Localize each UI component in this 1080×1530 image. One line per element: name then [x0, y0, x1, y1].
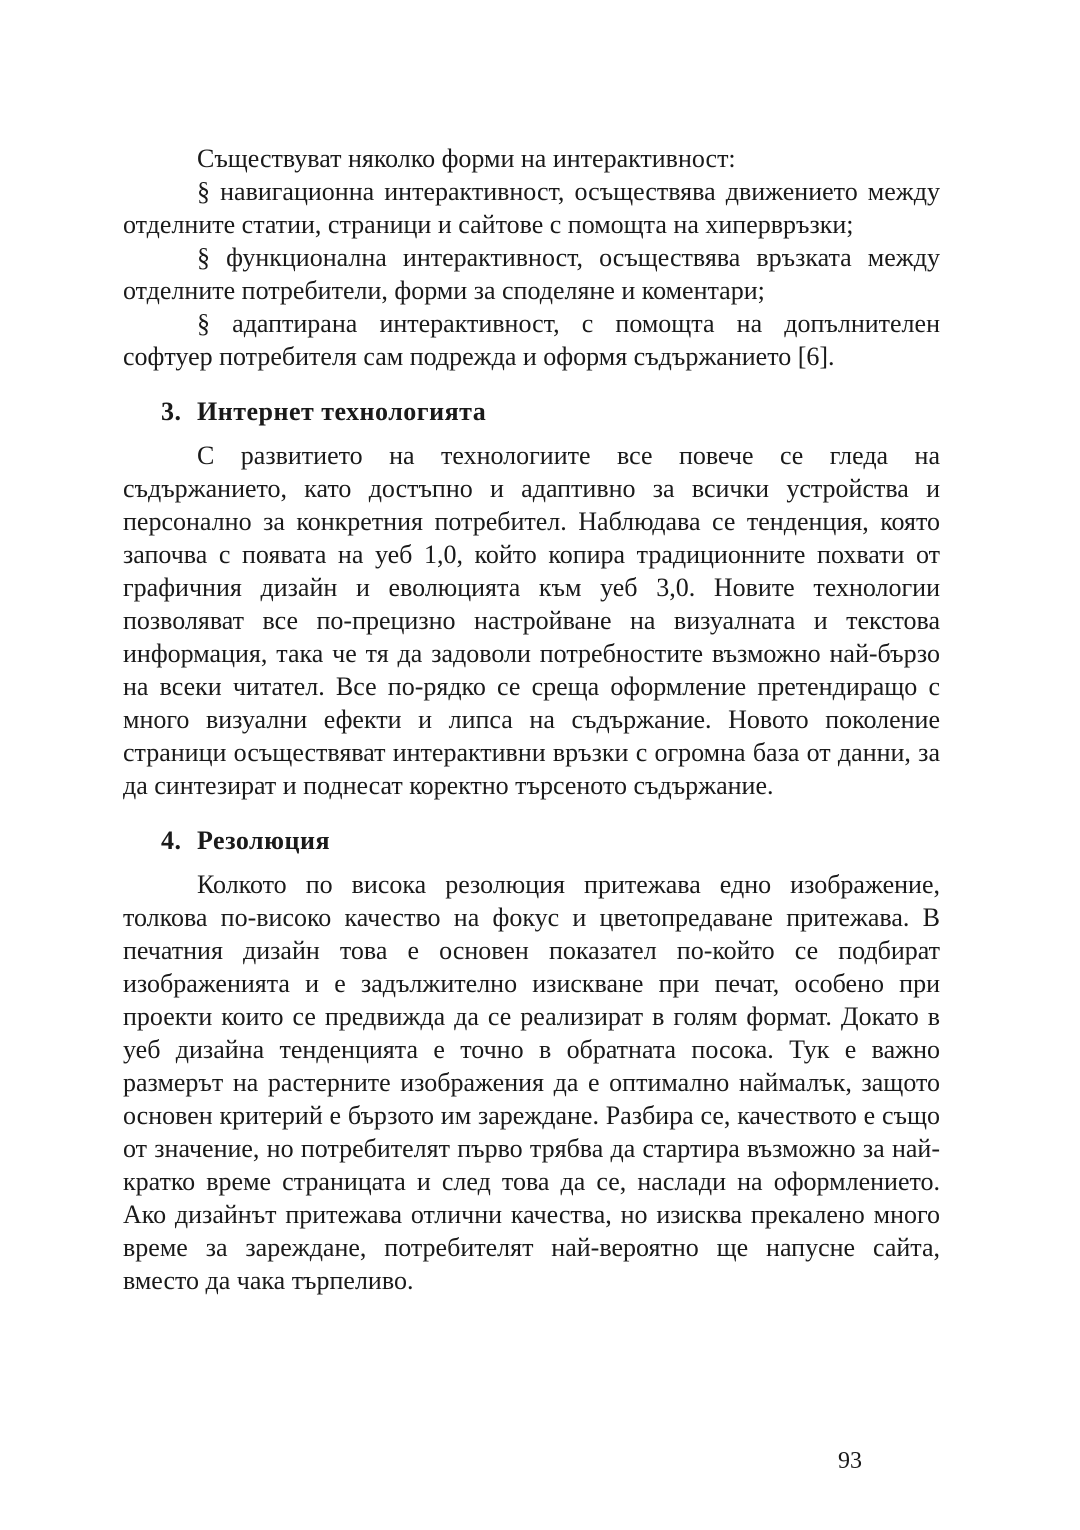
section-4-body: Колкото по висока резолюция притежава едно изображение, толкова по-високо качество на фокус и цветопредаване притежава. В печатния дизайн това е основен показател по-който се подбират изображенията и е задължително изискване при печат, особено при проекти които се предвижда да се реализират в голям формат. Докато в уеб дизайна тенденцията е точно в обратната посока. Тук е важно размерът на растерните изображения да е оптимално наймалък, защото основен критерий е бързото им зареждане. Разбира се, качеството е също от значение, но потребителят първо трябва да стартира възможно за най-кратко време страницата и след това да се, наслади на оформлението. Ако дизайнът притежава отлични качества, но изисква прекалено много време за зареждане, потребителят най-вероятно ще напусне сайта, вместо да чака търпеливо. — [123, 870, 940, 1295]
section-4-title: Резолюция — [197, 826, 331, 855]
section-3-body: С развитието на технологиите все повече се гледа на съдържанието, като достъпно и адаптивно за всички устройства и персонално за конкретния потребител. Наблюдава се тенденция, която започва с появата на уеб 1,0, който копира традиционните похвати от графичния дизайн и еволюцията към уеб 3,0. Новите технологии позволяват все по-прецизно настройване на визуалната и текстова информация, така че тя да задоволи потребностите възможно най-бързо на всеки читател. Все по-рядко се среща оформление претендиращо с много визуални ефекти и липса на съдържание. Новото поколение страници осъществяват интерактивни връзки с огромна база от данни, за да синтезират и поднесат коректно търсеното съдържание. — [123, 441, 940, 800]
interactivity-form-navigational: § навигационна интерактивност, осъществява движението между отделните статии, страници и сайтове с помощта на хипервръзки; — [123, 177, 940, 239]
section-4-heading — [123, 824, 940, 857]
section-3-title: Интернет технологията — [197, 397, 487, 426]
section-4-number: 4. — [161, 826, 182, 855]
intro-paragraph: Съществуват няколко форми на интерактивност: — [197, 144, 736, 173]
section-3-number: 3. — [161, 397, 182, 426]
page-content — [123, 142, 940, 1297]
section-3-heading — [123, 395, 940, 428]
interactivity-form-adaptive: § адаптирана интерактивност, с помощта на допълнителен софтуер потребителя сам подрежда и оформя съдържанието [6]. — [123, 309, 940, 371]
page-number: 93 — [838, 1448, 862, 1474]
interactivity-form-functional: § функционална интерактивност, осъществява връзката между отделните потребители, форми за споделяне и коментари; — [123, 243, 940, 305]
